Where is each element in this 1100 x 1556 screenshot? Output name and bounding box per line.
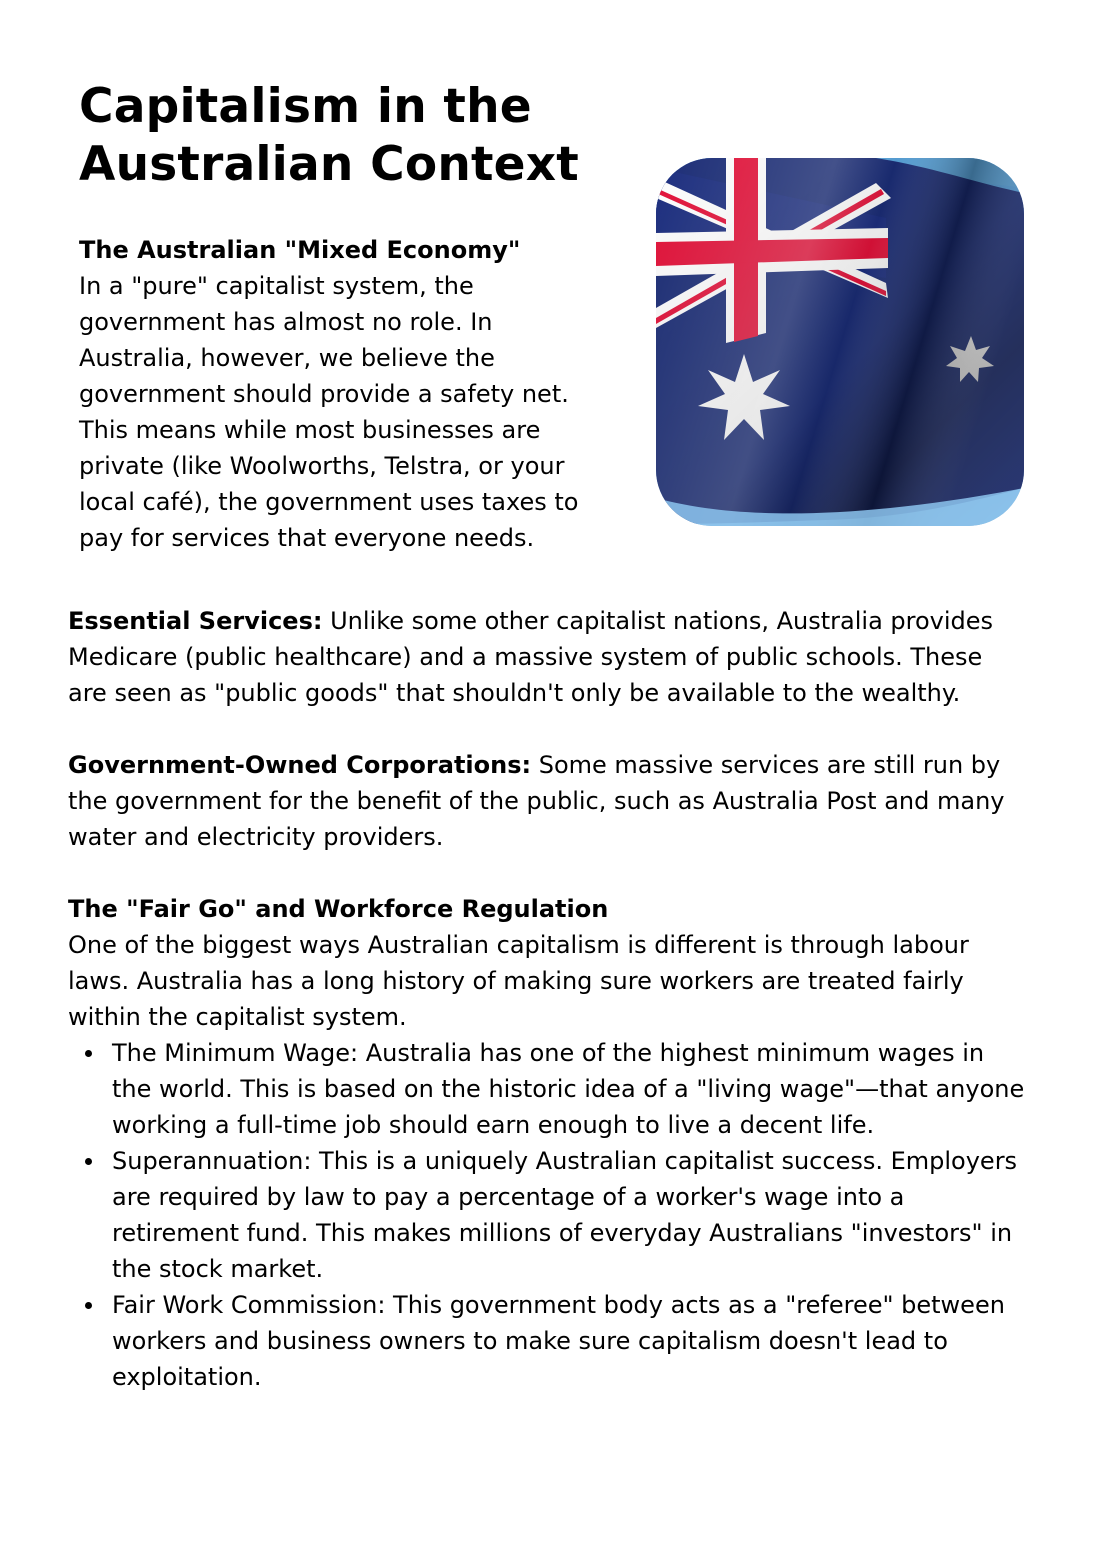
australian-flag-icon [656, 158, 1024, 526]
list-item-fair-work-commission: Fair Work Commission: This government body acts as a "referee" between workers and business owners to make sure capitalism doesn't lead to exploitation. [112, 1287, 1028, 1395]
list-item-superannuation: Superannuation: This is a uniquely Australian capitalist success. Employers are required by law to pay a percentage of a worker's wage into a retirement fund. This makes millions of everyday Australians "investors" in the stock market. [112, 1143, 1028, 1287]
fair-go-list [68, 1035, 1028, 1395]
fair-go-heading: The "Fair Go" and Workforce Regulation [68, 895, 609, 923]
intro-section [79, 232, 609, 556]
intro-text: In a "pure" capitalist system, the government has almost no role. In Australia, however, we believe the government should provide a safety net. This means while most businesses are private (like Woolworths, Telstra, or your local café), the government uses taxes to pay for services that everyone needs. [79, 272, 579, 552]
australian-flag-image [656, 158, 1024, 526]
fair-go-text: One of the biggest ways Australian capitalism is different is through labour laws. Australia has a long history of making sure workers are treated fairly within the capitalist system. [68, 931, 969, 1031]
essential-services-text: Unlike some other capitalist nations, Australia provides Medicare (public healthcare) and a massive system of public schools. These are seen as "public goods" that shouldn't only be available to the wealthy. [68, 607, 994, 707]
corporations-text: Some massive services are still run by the government for the benefit of the public, such as Australia Post and many water and electricity providers. [68, 751, 1005, 851]
page-title: Capitalism in the Australian Context [79, 79, 579, 192]
corporations-lead: Government-Owned Corporations: [68, 751, 532, 779]
fair-go-section [68, 891, 1028, 1395]
corporations-paragraph [68, 747, 1028, 855]
essential-services-lead: Essential Services: [68, 607, 323, 635]
intro-heading: The Australian "Mixed Economy" [79, 236, 521, 264]
list-item-minimum-wage: The Minimum Wage: Australia has one of the highest minimum wages in the world. This is based on the historic idea of a "living wage"—that anyone working a full-time job should earn enough to live a decent life. [112, 1035, 1028, 1143]
essential-services-paragraph [68, 603, 1028, 711]
